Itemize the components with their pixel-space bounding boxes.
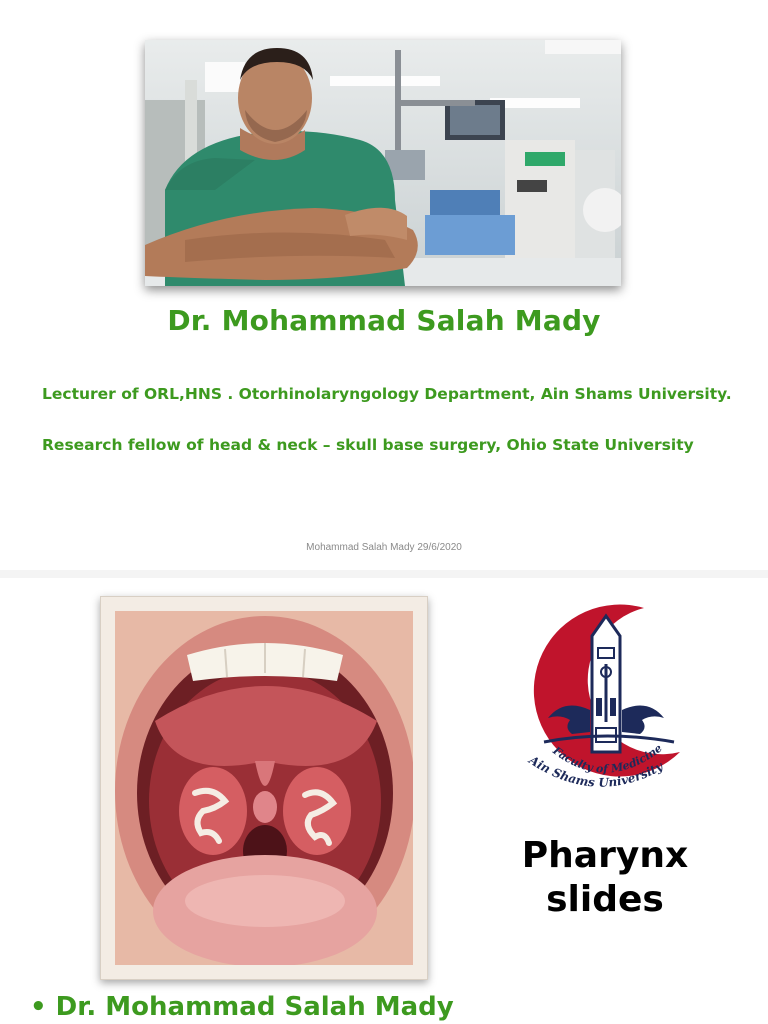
bio-research-fellow: Research fellow of head & neck – skull base surgery, Ohio State University [42, 436, 694, 454]
slide-footer: Mohammad Salah Mady 29/6/2020 [306, 542, 462, 553]
heading-line-1: Pharynx [521, 835, 689, 876]
doctor-name: Dr. Mohammad Salah Mady [167, 304, 601, 337]
slide-title-pharynx [0, 578, 768, 1024]
slide-divider [0, 570, 768, 578]
logo-faculty-text: Faculty of Medicine [550, 741, 665, 776]
doctor-photo [145, 40, 621, 286]
obelisk-icon [592, 616, 620, 752]
tonsillitis-photo-illustration [115, 611, 413, 965]
logo-university-text: Ain Shams University [526, 752, 666, 790]
slide-heading [505, 834, 705, 922]
ain-shams-faculty-logo [524, 602, 694, 802]
doctor-photo-illustration [145, 40, 621, 286]
presenter-bullet: • Dr. Mohammad Salah Mady [30, 992, 454, 1022]
tonsillitis-photo [100, 596, 428, 980]
heading-line-2: slides [546, 879, 664, 920]
bio-lecturer: Lecturer of ORL,HNS . Otorhinolaryngology Department, Ain Shams University. [42, 385, 732, 403]
right-wing-icon [622, 706, 664, 735]
